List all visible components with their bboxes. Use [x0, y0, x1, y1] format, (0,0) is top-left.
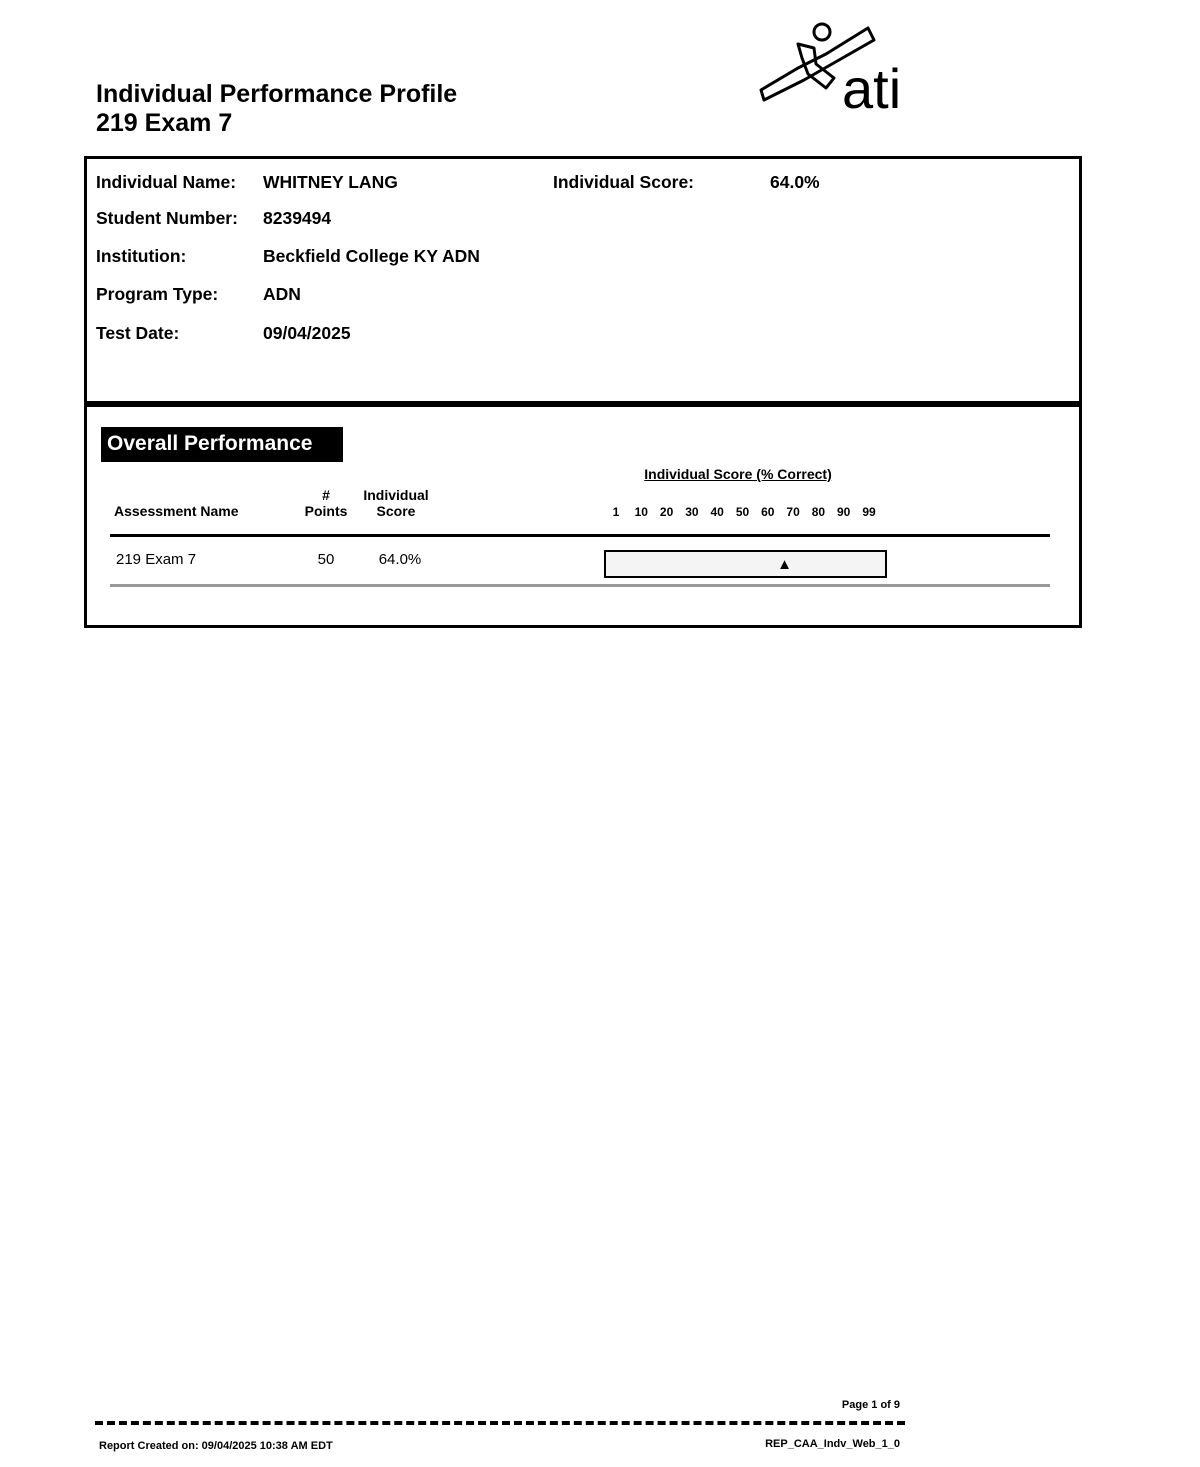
institution-value: Beckfield College KY ADN	[263, 246, 480, 266]
institution-label: Institution:	[96, 246, 187, 266]
program-type-value: ADN	[263, 284, 301, 304]
header-rule	[110, 534, 1050, 537]
test-date-label: Test Date:	[96, 323, 180, 343]
col-header-score-line1: Individual	[363, 487, 429, 503]
score-scale-ticks	[610, 503, 885, 521]
name-value: WHITNEY LANG	[263, 172, 398, 192]
page-number: Page 1 of 9	[841, 1399, 900, 1411]
student-number-value: 8239494	[263, 208, 332, 228]
ati-logo-text: ati	[842, 57, 902, 118]
name-label: Individual Name:	[96, 172, 237, 192]
program-type-label: Program Type:	[96, 284, 219, 304]
col-header-points: Points	[304, 503, 348, 519]
report-created-text: Report Created on: 09/04/2025 10:38 AM EDT	[99, 1440, 333, 1452]
score-marker-icon: ▲	[777, 556, 792, 573]
overall-performance-heading: Overall Performance	[101, 427, 343, 462]
col-header-score-line2: Score	[376, 503, 416, 519]
scale-tick: 99	[862, 505, 876, 519]
exam-subtitle: 219 Exam 7	[96, 109, 233, 137]
score-label: Individual Score:	[553, 172, 694, 192]
scale-tick: 30	[685, 505, 699, 519]
footer-divider	[95, 1421, 905, 1425]
student-info-panel	[84, 156, 1082, 404]
scale-tick: 10	[634, 505, 648, 519]
score-value: 64.0%	[770, 172, 820, 192]
scale-tick: 90	[837, 505, 851, 519]
scale-tick: 1	[612, 505, 620, 519]
scale-tick: 40	[710, 505, 724, 519]
scale-tick: 60	[761, 505, 775, 519]
student-number-label: Student Number:	[96, 208, 238, 228]
score-scale-title: Individual Score (% Correct)	[644, 466, 832, 482]
test-date-value: 09/04/2025	[263, 323, 351, 343]
col-header-points-symbol: #	[322, 487, 330, 503]
score-bar	[604, 550, 887, 578]
page-title: Individual Performance Profile	[96, 80, 458, 108]
scale-tick: 20	[659, 505, 674, 519]
scale-tick: 50	[735, 505, 750, 519]
row-points: 50	[317, 551, 335, 568]
report-id-text: REP_CAA_Indv_Web_1_0	[765, 1438, 900, 1450]
row-rule	[110, 584, 1050, 587]
ati-logo	[756, 18, 921, 118]
row-assessment-name: 219 Exam 7	[116, 551, 197, 568]
scale-tick: 80	[811, 505, 826, 519]
scale-tick: 70	[786, 505, 800, 519]
col-header-assessment: Assessment Name	[114, 503, 239, 519]
row-individual-score: 64.0%	[378, 551, 422, 568]
